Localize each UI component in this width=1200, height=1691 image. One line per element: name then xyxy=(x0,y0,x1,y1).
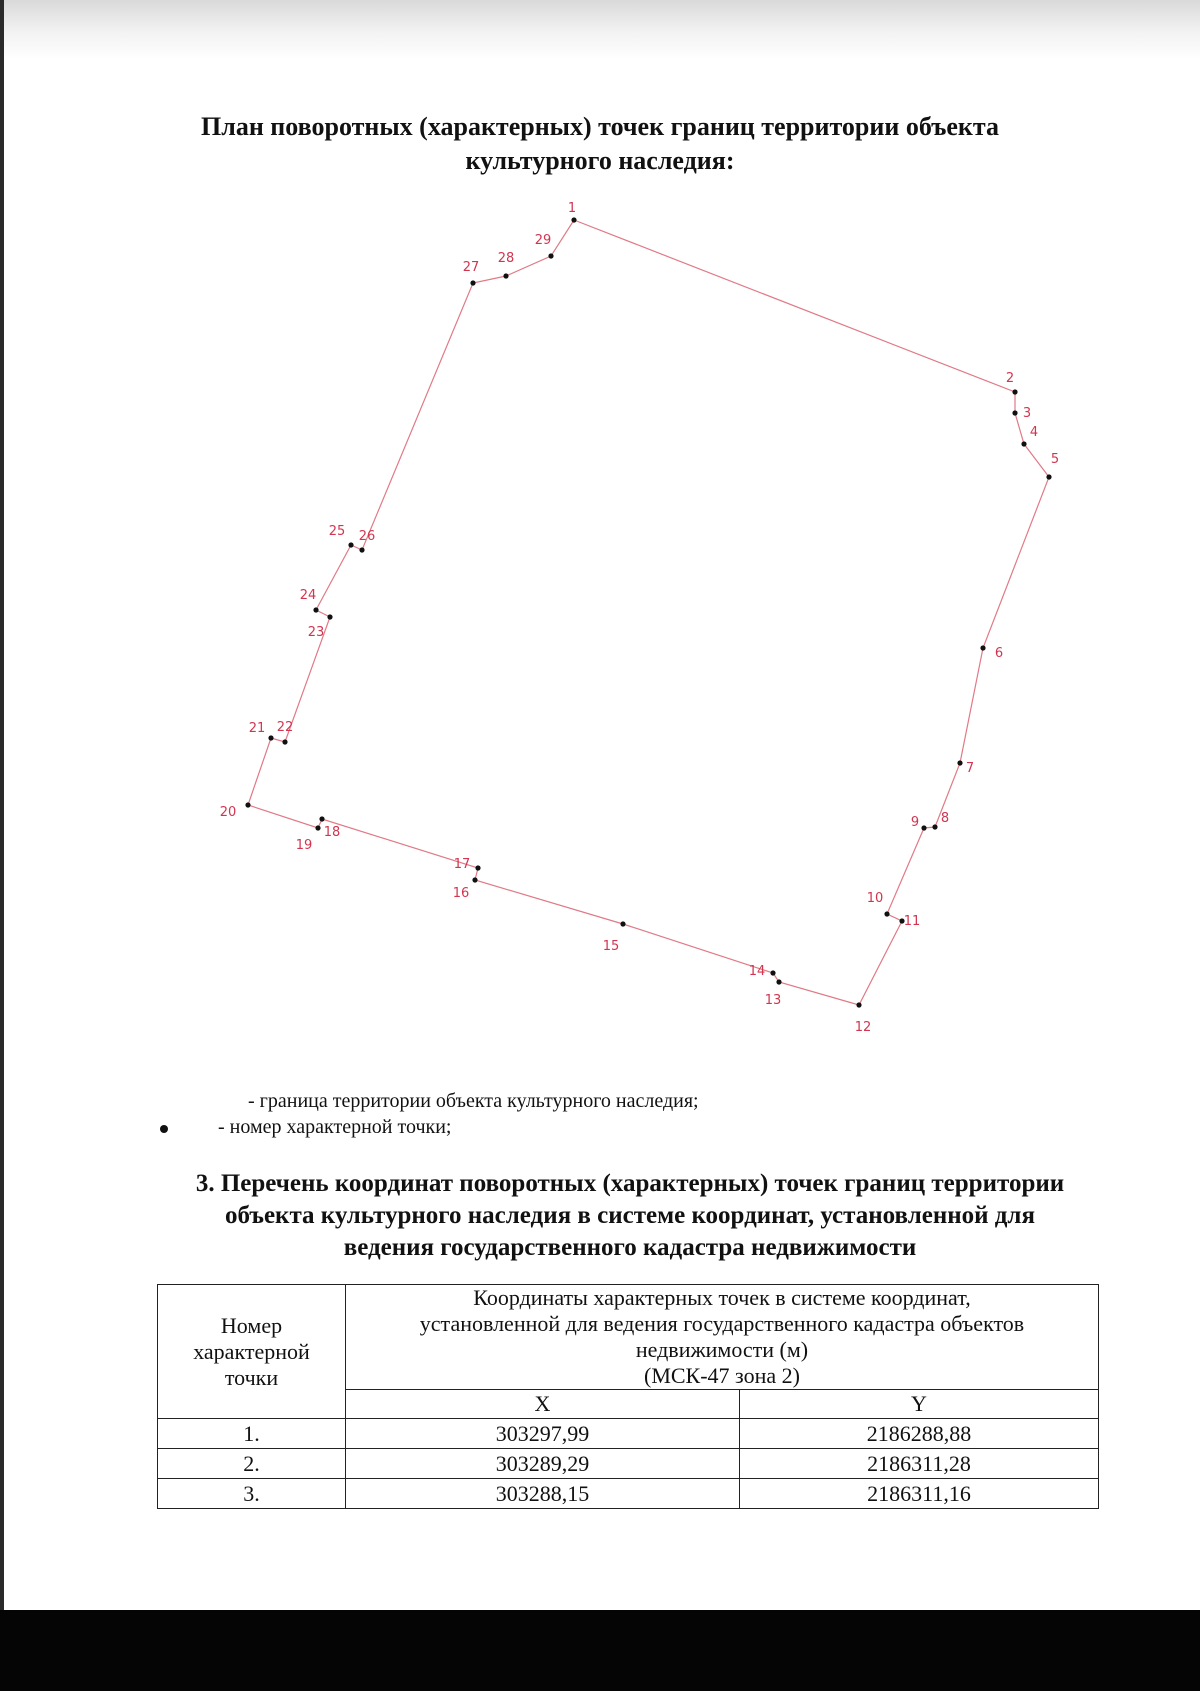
plan-title-line-2: культурного наследия: xyxy=(465,146,735,175)
boundary-point-3 xyxy=(1012,410,1017,415)
table-row xyxy=(158,1449,1099,1479)
point-label-2: 2 xyxy=(1005,371,1015,386)
section-title-line-1: 3. Перечень координат поворотных (характерных) точек границ территории xyxy=(195,1170,1065,1197)
point-label-13: 13 xyxy=(764,993,782,1008)
x-coordinate-cell: 303289,29 xyxy=(346,1449,740,1479)
point-marker-icon xyxy=(160,1125,168,1133)
point-number-cell: 2. xyxy=(158,1449,346,1479)
point-label-18: 18 xyxy=(323,825,341,840)
point-number-cell: 1. xyxy=(158,1419,346,1449)
boundary-point-16 xyxy=(472,877,477,882)
legend-point-text: - номер характерной точки; xyxy=(218,1116,452,1138)
x-column-header: X xyxy=(346,1390,740,1419)
boundary-point-10 xyxy=(884,911,889,916)
boundary-point-5 xyxy=(1046,474,1051,479)
point-label-3: 3 xyxy=(1022,406,1032,421)
x-coordinate-cell: 303297,99 xyxy=(346,1419,740,1449)
point-label-19: 19 xyxy=(295,838,313,853)
legend-boundary-text: - граница территории объекта культурного наследия; xyxy=(248,1090,699,1112)
boundary-point-15 xyxy=(620,921,625,926)
legend-point-row xyxy=(150,1114,1050,1140)
x-coordinate-cell: 303288,15 xyxy=(346,1479,740,1509)
point-label-20: 20 xyxy=(219,805,237,820)
boundary-point-18 xyxy=(319,816,324,821)
boundary-point-17 xyxy=(475,865,480,870)
point-label-10: 10 xyxy=(866,891,884,906)
point-label-14: 14 xyxy=(748,964,766,979)
point-label-23: 23 xyxy=(307,625,325,640)
point-label-26: 26 xyxy=(358,529,376,544)
legend xyxy=(150,1088,1050,1140)
boundary-point-20 xyxy=(245,802,250,807)
boundary-point-29 xyxy=(548,253,553,258)
coord-header-line-2: установленной для ведения государственного кадастра объектов xyxy=(419,1311,1025,1336)
point-label-24: 24 xyxy=(299,588,317,603)
boundary-point-9 xyxy=(921,825,926,830)
number-header-line-3: точки xyxy=(224,1364,279,1390)
table-row xyxy=(158,1419,1099,1449)
y-coordinate-cell: 2186311,28 xyxy=(740,1449,1099,1479)
point-label-1: 1 xyxy=(567,201,577,216)
boundary-point-7 xyxy=(957,760,962,765)
point-label-11: 11 xyxy=(903,914,921,929)
scan-top-shade xyxy=(0,0,1200,60)
point-label-5: 5 xyxy=(1050,452,1060,467)
point-label-8: 8 xyxy=(940,811,950,826)
boundary-point-6 xyxy=(980,645,985,650)
coord-header-line-1: Координаты характерных точек в системе координат, xyxy=(473,1285,971,1310)
point-number-cell: 3. xyxy=(158,1479,346,1509)
boundary-polygon xyxy=(248,220,1049,1005)
boundary-point-27 xyxy=(470,280,475,285)
section-title-line-3: ведения государственного кадастра недвижимости xyxy=(343,1234,917,1261)
coord-header-line-3: недвижимости (м) xyxy=(635,1337,809,1362)
scan-bottom-border xyxy=(0,1610,1200,1691)
boundary-point-2 xyxy=(1012,389,1017,394)
y-coordinate-cell: 2186288,88 xyxy=(740,1419,1099,1449)
number-column-header xyxy=(158,1285,346,1419)
y-coordinate-cell: 2186311,16 xyxy=(740,1479,1099,1509)
number-header-line-1: Номер xyxy=(220,1312,283,1338)
point-label-12: 12 xyxy=(854,1020,872,1035)
section-title xyxy=(150,1168,1110,1264)
point-label-15: 15 xyxy=(602,939,620,954)
number-header-line-2: характерной xyxy=(193,1338,310,1364)
boundary-point-26 xyxy=(359,547,364,552)
point-label-21: 21 xyxy=(248,721,266,736)
point-label-27: 27 xyxy=(462,260,480,275)
point-label-7: 7 xyxy=(965,761,975,776)
boundary-point-13 xyxy=(776,979,781,984)
boundary-points xyxy=(220,201,1059,1035)
point-label-25: 25 xyxy=(328,524,346,539)
boundary-point-8 xyxy=(932,824,937,829)
coord-header-line-4: (МСК-47 зона 2) xyxy=(644,1363,800,1388)
y-column-header: Y xyxy=(740,1390,1099,1419)
boundary-point-14 xyxy=(770,970,775,975)
table-row xyxy=(158,1479,1099,1509)
coordinates-column-header xyxy=(346,1285,1099,1390)
coordinates-table xyxy=(157,1284,1099,1509)
section-title-line-2: объекта культурного наследия в системе координат, установленной для xyxy=(225,1202,1035,1229)
plan-title xyxy=(100,110,1100,178)
plan-title-line-1: План поворотных (характерных) точек границ территории объекта xyxy=(201,112,999,141)
point-label-29: 29 xyxy=(534,233,552,248)
boundary-plan-diagram xyxy=(0,190,1200,1050)
boundary-point-21 xyxy=(268,735,273,740)
boundary-point-24 xyxy=(313,607,318,612)
point-label-28: 28 xyxy=(497,251,515,266)
boundary-point-28 xyxy=(503,273,508,278)
boundary-point-22 xyxy=(282,739,287,744)
point-label-22: 22 xyxy=(276,720,294,735)
boundary-point-25 xyxy=(348,542,353,547)
boundary-point-19 xyxy=(315,825,320,830)
boundary-point-4 xyxy=(1021,441,1026,446)
legend-boundary-row xyxy=(150,1088,1050,1114)
point-label-4: 4 xyxy=(1029,425,1039,440)
point-label-6: 6 xyxy=(994,646,1004,661)
point-label-16: 16 xyxy=(452,886,470,901)
boundary-point-12 xyxy=(856,1002,861,1007)
boundary-point-23 xyxy=(327,614,332,619)
point-label-9: 9 xyxy=(910,815,920,830)
point-label-17: 17 xyxy=(453,857,471,872)
boundary-point-1 xyxy=(571,217,576,222)
